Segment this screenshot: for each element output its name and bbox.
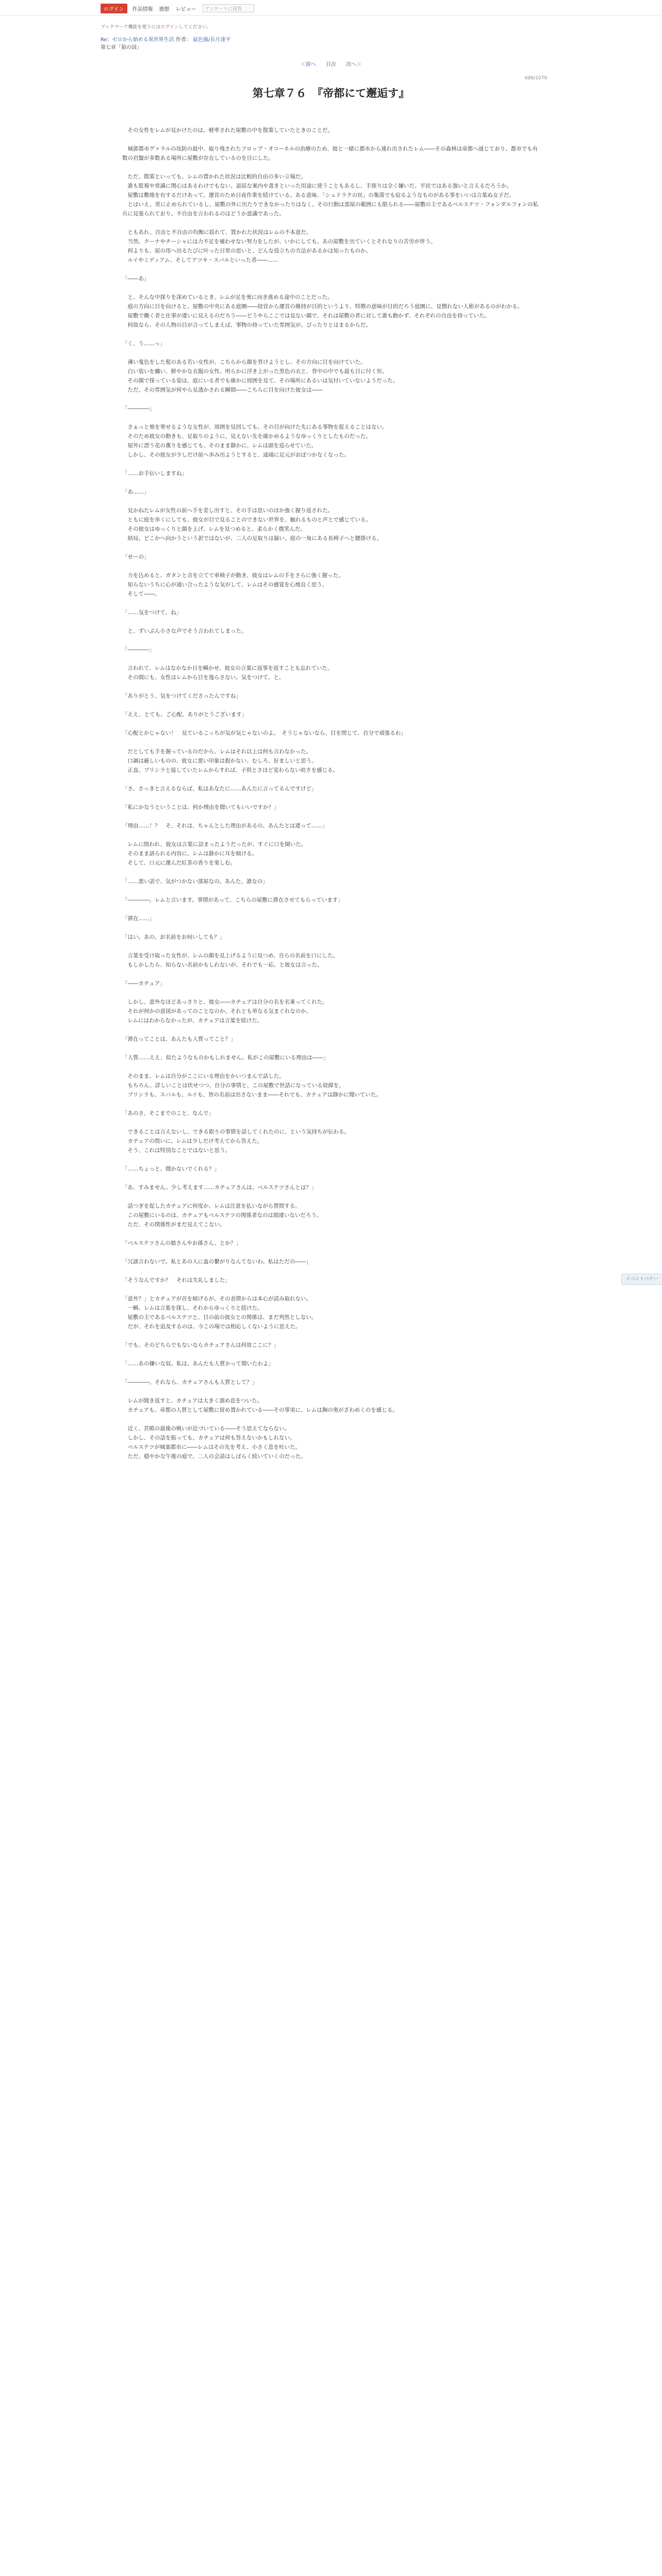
novel-paragraph: 見かねたレムが女性の前へ手を差し出すと、その手は思いのほか強く握り返された。 bbox=[122, 507, 334, 514]
novel-paragraph: 当然、クーナやチーシャには力不足を補わせない努力をしたが、いかにしても、あの屋敷を出ていくとそれなりの苦労が伴う。 bbox=[122, 239, 436, 245]
blank-line bbox=[122, 218, 540, 228]
novel-paragraph: 「さ、さっきと言えるならば、私はあなたに……あんたに言ってるんですけど」 bbox=[122, 786, 317, 792]
blank-line bbox=[122, 617, 540, 626]
blank-line bbox=[122, 1266, 540, 1276]
blank-line bbox=[122, 1044, 540, 1053]
blank-line bbox=[122, 868, 540, 877]
blank-line bbox=[122, 599, 540, 608]
novel-paragraph: 「でも、そのどちらでもないならカチュアさんは何故ここに？」 bbox=[122, 1342, 279, 1348]
blank-line bbox=[122, 1062, 540, 1072]
novel-paragraph: 「……お手伝いしますね」 bbox=[122, 470, 187, 477]
blank-line bbox=[122, 636, 540, 645]
chapter-title: 第七章７６ 『帝都にて邂逅す』 bbox=[252, 87, 410, 99]
novel-paragraph: レムにはわからなかったが、カチュアは言葉を続けた。 bbox=[122, 1018, 263, 1024]
novel-paragraph: 何故なら、その人物の目が合ってしまえば、事物の持っていた雰囲気が、ぴったりとはまるからだ。 bbox=[122, 322, 371, 328]
blank-line bbox=[122, 775, 540, 784]
novel-paragraph: 屋外に漂う花の薫りを感じても、そのまま静かに、レムは頭を巡らせていた。 bbox=[122, 443, 317, 449]
novel-paragraph: しかし、その話を振っても、カチュアは何も答えないかもしれない。 bbox=[122, 1435, 295, 1441]
blank-line bbox=[122, 265, 540, 274]
novel-paragraph: ブリシラも、スバルも、ルイも、皆の名前は出さないまま――それでも、カチュアは静かに聞いていた。 bbox=[122, 1092, 382, 1098]
blank-line bbox=[122, 1174, 540, 1183]
novel-paragraph: 「――――」 bbox=[122, 647, 155, 653]
novel-paragraph: 力を込めると、ガタンと音を立てて車椅子が動き、彼女はレムの手をさらに強く握った。 bbox=[122, 572, 344, 579]
novel-paragraph: しかし、意外なほどあっさりと、彼女――カチュアは自分の名を名乗ってくれた。 bbox=[122, 999, 328, 1005]
novel-paragraph: 口調は厳しいものの、彼女に悪い印象は抱かない。むしろ、好ましいと思う。 bbox=[122, 758, 317, 764]
novel-paragraph: もちろん、詳しいことは伏せつつ、自分の事情と、この屋敷で世話になっている経緯を。 bbox=[122, 1082, 344, 1089]
novel-paragraph: 「――――。それなら、カチュアさんも人質として？」 bbox=[122, 1379, 258, 1385]
author-link[interactable]: 鼠色猫/長月達平 bbox=[193, 37, 231, 43]
prev-link[interactable]: ＜前へ bbox=[300, 62, 316, 67]
blank-line bbox=[122, 1285, 540, 1294]
blank-line bbox=[122, 460, 540, 469]
blank-line bbox=[122, 1331, 540, 1341]
novel-paragraph: その女性をレムが見かけたのは、軽率された屋敷の中を散策していたときのことだ。 bbox=[122, 127, 334, 133]
novel-paragraph: そのまま語られる内容に、レムは静かに耳を傾ける。 bbox=[122, 851, 258, 857]
novel-paragraph: それが何かの意図があってのことなのか、それとも単なる気まぐれなのか、 bbox=[122, 1008, 312, 1014]
blank-line bbox=[122, 163, 540, 172]
novel-paragraph: そして、口元に運んだ紅茶の香りを楽しむ。 bbox=[122, 860, 236, 866]
novel-paragraph: 白い装いを纏い、鮮やかな衣服の女性、明らかに浮き上がった黒色の衣と、背中の中でも最も目に付く形。 bbox=[122, 368, 388, 375]
novel-paragraph: 「滞在……」 bbox=[122, 916, 155, 922]
novel-paragraph: ベルステツが城塞都市に――レムはその先を考え、小さく息を吐いた。 bbox=[122, 1444, 301, 1450]
novel-paragraph: ただ、その関係性がまだ見えてこない。 bbox=[122, 1222, 225, 1228]
bookmark-login-link[interactable]: ログイン bbox=[160, 25, 179, 30]
top-bar bbox=[0, 0, 662, 15]
novel-paragraph: 話つぎを促したカチュアに何度か、レムは注意を払いながら質問する。 bbox=[122, 1203, 301, 1209]
novel-paragraph: 「理由……！？ そ、それは、ちゃんとした理由があるの、あんたとは違って……」 bbox=[122, 823, 328, 829]
blank-line bbox=[122, 348, 540, 358]
series-info bbox=[101, 36, 565, 52]
login-button[interactable]: ログイン bbox=[101, 4, 127, 13]
blank-line bbox=[122, 682, 540, 691]
blank-line bbox=[122, 970, 540, 979]
novel-paragraph: その顔で探っている姿は、庭にいる者でも確かに周囲を見て、その場所にあるいは気付いていないようだった。 bbox=[122, 378, 399, 384]
novel-paragraph: 誰も監視や常識に関心はあるわけでもない。退屈な案内や書きといった用途に使うこともあるし、手探りは全く嫌いだ。平民ではある強いと言えるだろうか。 bbox=[122, 183, 512, 189]
top-nav bbox=[101, 4, 254, 13]
blank-line bbox=[122, 1118, 540, 1127]
novel-body bbox=[122, 126, 540, 1461]
survey-button[interactable]: アンケートに回答 bbox=[203, 4, 254, 12]
blank-line bbox=[122, 793, 540, 803]
novel-paragraph: ただ、その雰囲気が何やら見透かされる瞬間――こちらに目を向けた彼女は―― bbox=[122, 387, 323, 393]
novel-paragraph: この屋敷にいるのは、カチュアもベルステツの関係者なのは間違いないだろう。 bbox=[122, 1212, 322, 1218]
novel-paragraph: 「――あ」 bbox=[122, 276, 150, 282]
blank-line bbox=[122, 942, 540, 951]
novel-paragraph: さぁっと頬を寄せるような女性が、周囲を見回しても、その目が向けた先にある事物を捉えることはない。 bbox=[122, 424, 388, 430]
novel-paragraph: 屋敷で働く者と仕事が違いに見えるのだろう――どうやらここでは見ない顔で、それは屋敷の者に対して誰も動かず、それぞれの自由を持っていた。 bbox=[122, 313, 490, 319]
novel-paragraph: 一瞬、レムは言葉を探し、それからゆっくりと続けた。 bbox=[122, 1305, 263, 1311]
blank-line bbox=[122, 1350, 540, 1359]
novel-paragraph: そのため彼女の動きも、足取りのように、見えない先を確かめるようなゆっくりとしたものだった。 bbox=[122, 433, 371, 439]
novel-paragraph: だとしても手を握っているのだから、レムはそれ以上は何も言わなかった。 bbox=[122, 749, 312, 755]
blank-line bbox=[122, 831, 540, 840]
novel-paragraph: もしかしたら、知らない名前かもしれないが、それでも一応、と彼女は言った。 bbox=[122, 962, 323, 968]
blank-line bbox=[122, 654, 540, 664]
chapter-group: 第七章「狼の国」 bbox=[101, 45, 142, 50]
novel-paragraph: 「――――。レムと言います。事情があって、こちらの屋敷に滞在させてもらっています」 bbox=[122, 897, 343, 903]
blank-line bbox=[122, 1025, 540, 1035]
novel-paragraph: 薄い鬼色をした髪のある若い女性が、こちらから顔を背けようとし、その方向に目を向けていた。 bbox=[122, 359, 366, 365]
blank-line bbox=[122, 701, 540, 710]
novel-paragraph: 屋敷の主であるベルステツと、目の前の彼女との関係は、まだ判然としない。 bbox=[122, 1314, 317, 1320]
novel-paragraph: 「ええ、とても、ご心配、ありがとうございます」 bbox=[122, 711, 247, 718]
blank-line bbox=[122, 562, 540, 571]
novel-paragraph: 「滞在ってことは、あんたも人質ってこと？」 bbox=[122, 1036, 236, 1042]
novel-paragraph: 言葉を受け取った女性が、レムの顔を見上げるように見つめ、自らの名前を口にした。 bbox=[122, 953, 339, 959]
blank-line bbox=[122, 1415, 540, 1424]
novel-paragraph: 「あ……」 bbox=[122, 489, 150, 495]
blank-line bbox=[122, 1229, 540, 1239]
novel-paragraph: 正直、ブリシラと接していたレムからすれば、子供とさほど変わらない幼さを感じる。 bbox=[122, 767, 339, 773]
blank-line bbox=[122, 1368, 540, 1378]
series-title-link[interactable]: Re：ゼロから始める異世界生活 bbox=[101, 37, 174, 43]
novel-paragraph: 屋敷は敷地を有するだけあって、運営のため日夜作業を続けている。ある意味、「シュドラクの民」の集落でも宿るようなものがある事をいいは言葉ぬ女子だ。 bbox=[122, 192, 515, 198]
novel-paragraph: カチュアの問いに、レムは少しだけ考えてから答えた。 bbox=[122, 1138, 263, 1144]
novel-paragraph: 近く、宮殿の最後の戦いが近づいている――そう思えてならない。 bbox=[122, 1426, 290, 1432]
novel-paragraph: 言われて、レムはなかなか目を瞬かせ、彼女の言葉に返事を返すことも忘れていた。 bbox=[122, 665, 333, 671]
novel-paragraph: 「せーの」 bbox=[122, 554, 150, 560]
novel-paragraph: 「冗談言わないで。私とあの人に血の繋がりなんてないわ。私はただの――」 bbox=[122, 1259, 311, 1265]
novel-paragraph: ともに庭を歩くにしても、彼女が目で見ることのできない世界を、触れるものと声とで感じている。 bbox=[122, 517, 371, 523]
blank-line bbox=[122, 923, 540, 933]
novel-paragraph: ただ、散策といっても、レムの置かれた状況は比較的自由の多い立場だ。 bbox=[122, 174, 306, 180]
novel-paragraph: 「……あの嫌いな奴。私は、あんたも人質かって聞いたわよ」 bbox=[122, 1361, 274, 1367]
blank-line bbox=[122, 395, 540, 404]
page-number: 686/1079 bbox=[525, 76, 548, 81]
novel-paragraph: 庭の方向に目を向けると、屋敷の中央にある庭園――経営から運営の維持が目的というより、特徴の意味が目的だろう庭園に、見慣れない人影があるのがわかる。 bbox=[122, 303, 523, 310]
blank-line bbox=[122, 1387, 540, 1396]
novel-paragraph: 城郭都市グァラルの攻防の最中、取り残されたフロップ・オコーネルの治療のため、彼と一緒に都市から連れ出されたレム――その森林は帝都へ通じており、都市でも有数の岩盤が多数ある場所に屋敷が存在しているのを目にした。 bbox=[122, 146, 538, 161]
novel-paragraph: だが、それを追及するのは、今この場では相応しくないように思えた。 bbox=[122, 1324, 301, 1330]
blank-line bbox=[122, 497, 540, 506]
blank-line bbox=[122, 812, 540, 821]
nav-item-impressions[interactable]: 感想 bbox=[159, 6, 170, 12]
novel-paragraph: 「そうなんですか？ それは失礼しました」 bbox=[122, 1277, 230, 1283]
novel-paragraph: 「ありがとう、気をつけてくださったんですね」 bbox=[122, 693, 241, 699]
novel-paragraph: 「――カチュア」 bbox=[122, 980, 166, 987]
novel-paragraph: そして――。 bbox=[122, 591, 160, 597]
blank-line bbox=[122, 1155, 540, 1164]
pager bbox=[0, 60, 662, 67]
blank-line bbox=[122, 886, 540, 895]
novel-paragraph: ただ、穏やかな午後の庭で、二人の会話はしばらく続いていくのだった。 bbox=[122, 1453, 306, 1460]
side-banner-button[interactable]: イベントバナー bbox=[621, 1274, 662, 1285]
novel-paragraph: そう、これは特別なことではないと思う。 bbox=[122, 1147, 230, 1154]
novel-paragraph: そのまま、レムは自分がここにいる理由をかいつまんで話した。 bbox=[122, 1073, 285, 1079]
novel-paragraph: 知らないうちに心が通い合ったような気がして、レムはその感覚を心地良く思う。 bbox=[122, 582, 328, 588]
novel-paragraph: レムが聞き返すと、カチュアは大きく溜め息をついた。 bbox=[122, 1398, 263, 1404]
novel-paragraph: その彼女はゆっくりと顔を上げ、レムを見つめると、柔らかく微笑んだ。 bbox=[122, 526, 306, 532]
novel-paragraph: と、そんな中探りを深めているとき、レムが足を奥に向き進める途中のことだった。 bbox=[122, 294, 333, 300]
next-link[interactable]: 次へ＞ bbox=[346, 62, 362, 67]
toc-link[interactable]: 目次 bbox=[326, 62, 336, 67]
novel-paragraph: 「はい。あの、お名前をお伺いしても？」 bbox=[122, 934, 225, 940]
blank-line bbox=[122, 283, 540, 293]
novel-paragraph: 「心配とかじゃない！ 見ているこっちが気が気じゃないのよ。 そうじゃないなら、目を閉じて、自分で頑張るわ」 bbox=[122, 730, 406, 736]
blank-line bbox=[122, 1192, 540, 1201]
novel-paragraph: ともあれ、自由と不自由の均衡に揺れて、置かれた状況はレムの不本意だ。 bbox=[122, 229, 312, 235]
novel-paragraph: カチュアも、帝都の人質として屋敷に留め置かれている――その事実に、レムは胸の奥がざわめくのを感じる。 bbox=[122, 1407, 398, 1413]
blank-line bbox=[122, 330, 540, 339]
bookmark-note-prefix: ブックマーク機能を使うには bbox=[101, 25, 161, 30]
novel-paragraph: しかし、その彼女が少しだけ前へ歩み出ようとすると、途端に足元がおぼつかなくなった。 bbox=[122, 452, 350, 458]
novel-paragraph: 「……気をつけて、ね」 bbox=[122, 609, 182, 616]
nav-item-info[interactable]: 作品情報 bbox=[132, 6, 153, 12]
novel-paragraph: と、ずいぶん小さな声でそう言われてしまった。 bbox=[122, 628, 247, 634]
author-label: 作者： bbox=[175, 37, 191, 43]
novel-paragraph: 「く、う……っ」 bbox=[122, 341, 166, 347]
blank-line bbox=[122, 719, 540, 728]
novel-paragraph: ルイやミディアム、そしてアツキ・スバルといった者――…… bbox=[122, 257, 278, 263]
blank-line bbox=[122, 905, 540, 914]
blank-line bbox=[122, 988, 540, 997]
novel-paragraph: 「人質……ええ、似たようなものかもしれません。私がこの屋敷にいる理由は――」 bbox=[122, 1055, 329, 1061]
blank-line bbox=[122, 738, 540, 747]
novel-paragraph: 「意外？」とカチュアが首を傾げるが、その表情からは本心が読み取れない。 bbox=[122, 1296, 312, 1302]
novel-paragraph: 結局、どこかへ向かうという訳ではないが、二人の足取りは揃い、庭の一角にある長椅子へと腰掛ける。 bbox=[122, 535, 382, 541]
novel-paragraph: その間にも、女性はレムから目を逸らさない。気をつけて、と。 bbox=[122, 674, 285, 681]
novel-paragraph: できることは言えないし、できる限りの事情を話してくれたのに、という気持ちが伝わる。 bbox=[122, 1129, 350, 1135]
bookmark-note-suffix: してください。 bbox=[178, 25, 211, 30]
novel-paragraph: レムに問われ、彼女は言葉に詰まったようだったが、すぐに口を開いた。 bbox=[122, 841, 307, 848]
blank-line bbox=[122, 543, 540, 552]
blank-line bbox=[122, 1248, 540, 1257]
novel-paragraph: 「――――」 bbox=[122, 405, 155, 412]
novel-paragraph: 「私にかなうということは、何か理由を聞いてもいいですか？」 bbox=[122, 804, 279, 810]
blank-line bbox=[122, 1099, 540, 1109]
novel-paragraph: とはいえ、常に止められているし、屋敷の外に出たりできなかったりはなく、その行動は部屋の範囲にも限られる――屋敷の主であるベルステツ・フォンダルフォンの私兵に見張られており、不自由を言われるのはどうか意識であった。 bbox=[122, 201, 538, 217]
novel-paragraph: 「ベルステツさんの娘さんやお孫さん、とか？」 bbox=[122, 1240, 241, 1246]
bookmark-note bbox=[101, 23, 211, 30]
novel-paragraph: 「あ、すみません。少し考えます……カチュアさんは、ベルステツさんとは？」 bbox=[122, 1184, 317, 1191]
blank-line bbox=[122, 413, 540, 422]
blank-line bbox=[122, 135, 540, 144]
novel-paragraph: 何よりも、屋の用へ出るたびに叶った日常の思いと、どんな役立ちの方法があるかは知ったものか、 bbox=[122, 248, 371, 254]
nav-item-review[interactable]: レビュー bbox=[175, 6, 196, 12]
novel-paragraph: 「あのさ、そこまでのこと、なんで」 bbox=[122, 1110, 214, 1116]
novel-paragraph: 「……悪い話で、気がつかない部屋なの。あんた、誰なの」 bbox=[122, 878, 268, 885]
blank-line bbox=[122, 478, 540, 487]
novel-paragraph: 「……ちょっと、聞かないでくれる？」 bbox=[122, 1166, 220, 1172]
